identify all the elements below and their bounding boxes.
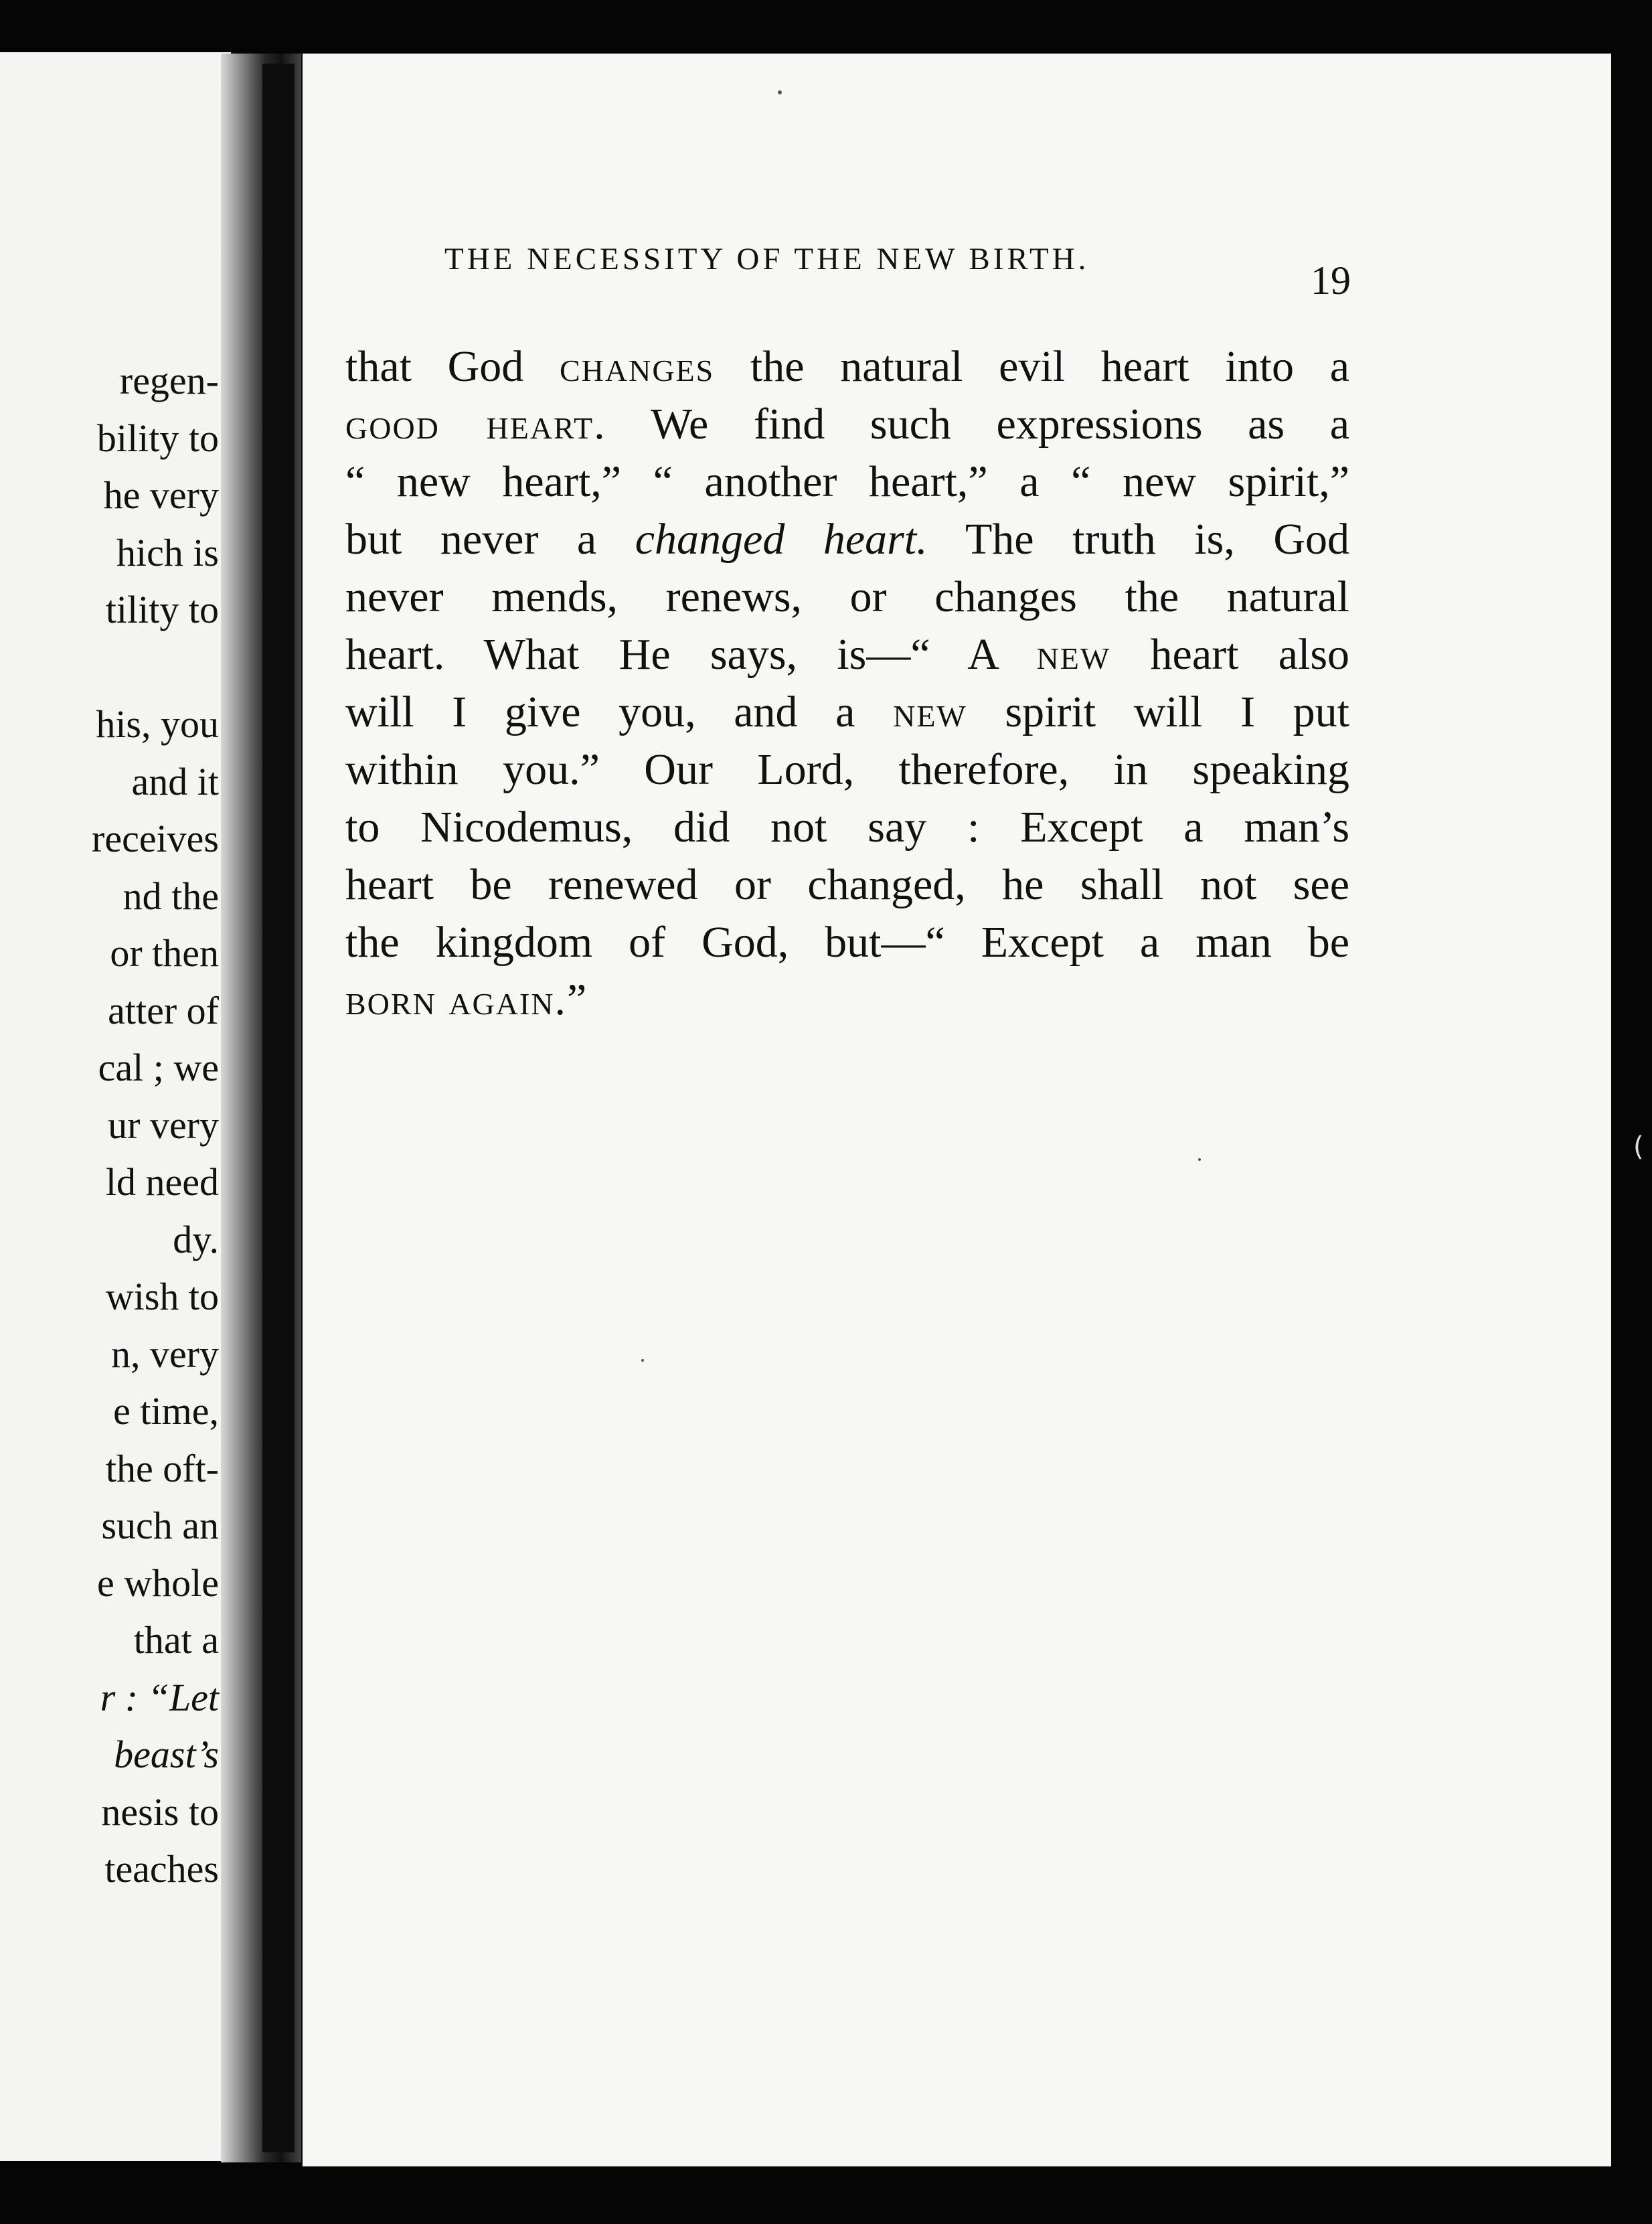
body-line [345,511,1349,568]
left-page-line: atter of [108,988,219,1032]
text-run: spirit will I put [967,688,1349,736]
text-run: never mends, renews, or changes the natural [345,572,1349,621]
left-page-line: that a [133,1618,219,1662]
left-page-line: r : “Let [100,1675,219,1719]
text-run: within you.” Our Lord, therefore, in speaking [345,745,1349,794]
left-page-line: dy. [173,1217,219,1261]
left-page-line: nesis to [101,1790,219,1834]
left-page-line: teaches [104,1847,219,1891]
text-run: heart. What He says, is—“ A [345,630,1037,679]
text-run: heart be renewed or changed, he shall not see [345,860,1349,909]
text-run: the kingdom of God, but—“ Except a man be [345,918,1349,967]
running-head: THE NECESSITY OF THE NEW BIRTH. [444,242,1090,276]
body-line [345,568,1349,626]
left-page-line: and it [131,759,219,803]
text-run: but never a [345,515,635,564]
page-edge-mark: ( [1633,1131,1644,1162]
body-line [345,453,1349,511]
left-page-line: tility to [105,588,219,631]
left-page-line: receives [92,817,219,860]
text-run: ” [567,975,587,1024]
text-run: to Nicodemus, did not say : Except a man’s [345,803,1349,852]
small-caps-text: good heart. [345,400,606,449]
text-run: heart also [1110,630,1350,679]
facing-page-left [0,52,231,2161]
left-page-line: cal ; we [98,1046,219,1089]
left-page-line: regen- [119,359,219,402]
left-page-line: hich is [116,530,219,574]
body-line [345,856,1349,914]
left-page-line: nd the [122,874,219,918]
text-run: the natural evil heart into a [714,342,1349,391]
text-run: We find such expressions as a [606,400,1350,449]
text-run: that God [345,342,560,391]
text-run: The truth is, God [927,515,1349,564]
body-line [345,396,1349,453]
left-page-line: wish to [105,1275,219,1318]
left-page-line: ur very [108,1103,219,1147]
body-line [345,971,1349,1029]
small-caps-text: born again. [345,975,567,1024]
left-page-line: n, very [110,1332,219,1376]
left-page-line: bility to [96,416,219,460]
print-speck [778,90,782,94]
small-caps-text: new [893,688,967,736]
body-line [345,914,1349,971]
left-page-line: or then [110,931,219,975]
italic-text: changed heart. [635,515,928,564]
page-number: 19 [1311,258,1351,303]
body-text [345,338,1349,1029]
text-run: “ new heart,” “ another heart,” a “ new spirit,” [345,457,1349,506]
left-page-line: e whole [97,1561,219,1605]
text-run: will I give you, and a [345,688,894,736]
left-page-line: the oft- [105,1446,219,1490]
left-page-line: e time, [113,1389,219,1433]
body-line [345,799,1349,856]
left-page-line: beast’s [114,1733,219,1776]
body-line [345,684,1349,741]
print-speck [1198,1158,1201,1161]
body-line [345,338,1349,396]
body-line [345,626,1349,684]
print-speck [641,1359,644,1362]
gutter-shadow [262,64,295,2152]
body-line [345,741,1349,799]
small-caps-text: changes [559,342,715,391]
left-page-line: ld need [105,1160,219,1204]
small-caps-text: new [1036,630,1111,679]
left-page-line: such an [101,1504,219,1547]
left-page-line: his, you [96,702,219,746]
left-page-line: he very [103,473,219,517]
